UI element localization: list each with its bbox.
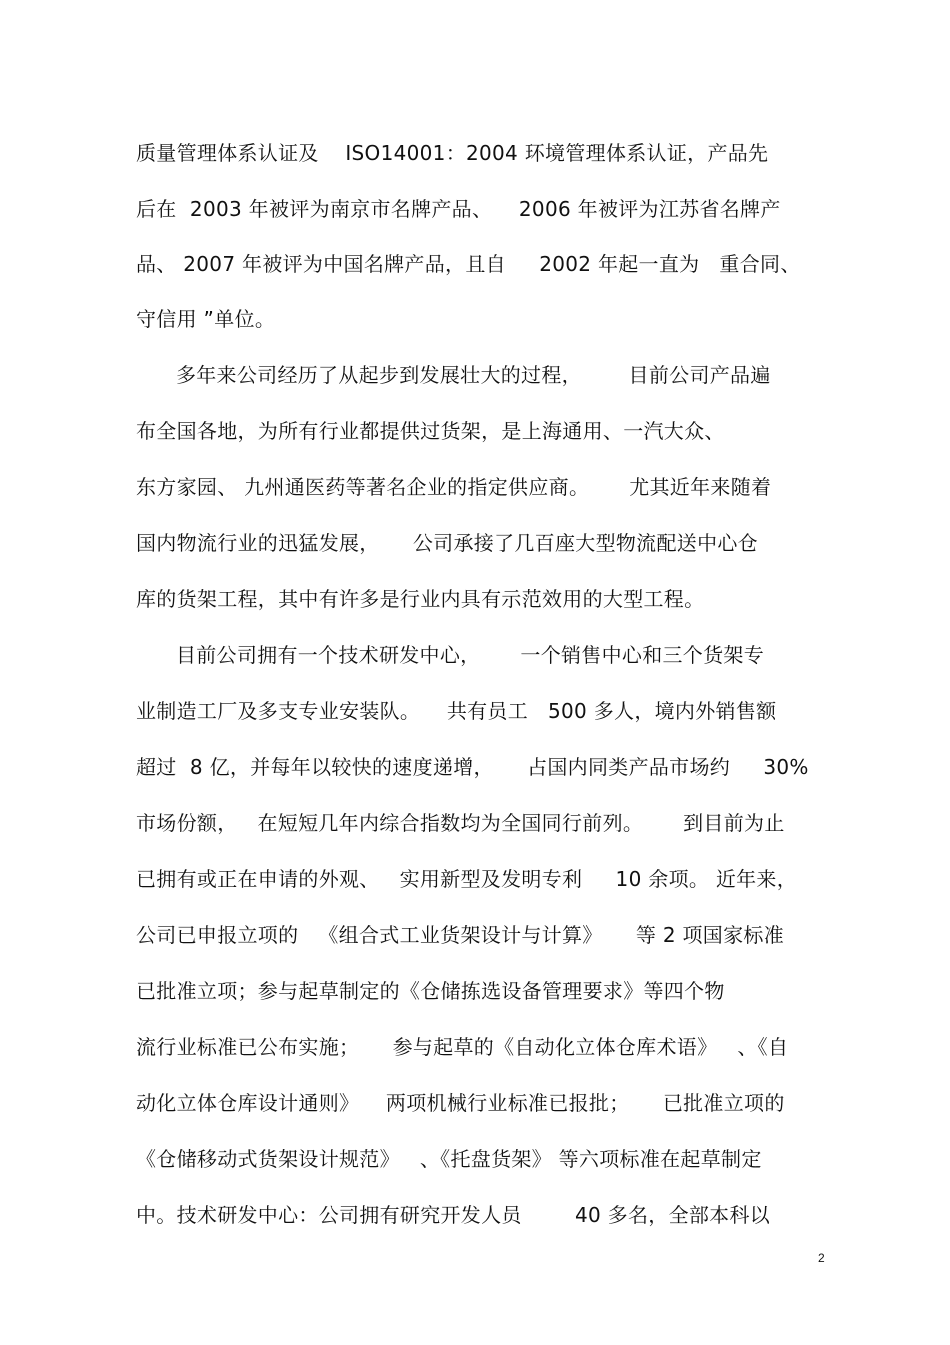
text-line: 超过 8 亿，并每年以较快的速度递增， 占国内同类产品市场约 30% xyxy=(136,755,809,779)
text-line: 东方家园、 九州通医药等著名企业的指定供应商。 尤其近年来随着 xyxy=(136,475,772,499)
text-line: 流行业标准已公布实施； 参与起草的《自动化立体仓库术语》 、《自 xyxy=(136,1035,789,1059)
text-line: 后在 2003 年被评为南京市名牌产品、 2006 年被评为江苏省名牌产 xyxy=(136,197,781,221)
text-line: 品、 2007 年被评为中国名牌产品，且自 2002 年起一直为 重合同、 xyxy=(136,252,801,276)
text-line: 业制造工厂及多支专业安装队。 共有员工 500 多人，境内外销售额 xyxy=(136,699,777,723)
text-line: 目前公司拥有一个技术研发中心， 一个销售中心和三个货架专 xyxy=(136,643,764,667)
text-line: 已拥有或正在申请的外观、 实用新型及发明专利 10 余项。 近年来， xyxy=(136,867,798,891)
page-number: 2 xyxy=(818,1251,825,1265)
text-line: 公司已申报立项的 《组合式工业货架设计与计算》 等 2 项国家标准 xyxy=(136,923,784,947)
text-line: 动化立体仓库设计通则》 两项机械行业标准已报批； 已批准立项的 xyxy=(136,1091,785,1115)
text-line: 库的货架工程，其中有许多是行业内具有示范效用的大型工程。 xyxy=(136,587,705,611)
text-line: 中。技术研发中心：公司拥有研究开发人员 40 多名，全部本科以 xyxy=(136,1203,771,1227)
text-line: 国内物流行业的迅猛发展， 公司承接了几百座大型物流配送中心仓 xyxy=(136,531,758,555)
text-line: 已批准立项；参与起草制定的《仓储拣选设备管理要求》等四个物 xyxy=(136,979,725,1003)
text-line: 守信用 ”单位。 xyxy=(136,307,276,331)
text-line: 布全国各地，为所有行业都提供过货架，是上海通用、一汽大众、 xyxy=(136,419,725,443)
text-line: 市场份额， 在短短几年内综合指数均为全国同行前列。 到目前为止 xyxy=(136,811,785,835)
text-line: 《仓储移动式货架设计规范》 、《托盘货架》 等六项标准在起草制定 xyxy=(136,1147,762,1171)
text-line: 多年来公司经历了从起步到发展壮大的过程， 目前公司产品遍 xyxy=(136,363,771,387)
text-line: 质量管理体系认证及 ISO14001：2004 环境管理体系认证，产品先 xyxy=(136,141,769,165)
